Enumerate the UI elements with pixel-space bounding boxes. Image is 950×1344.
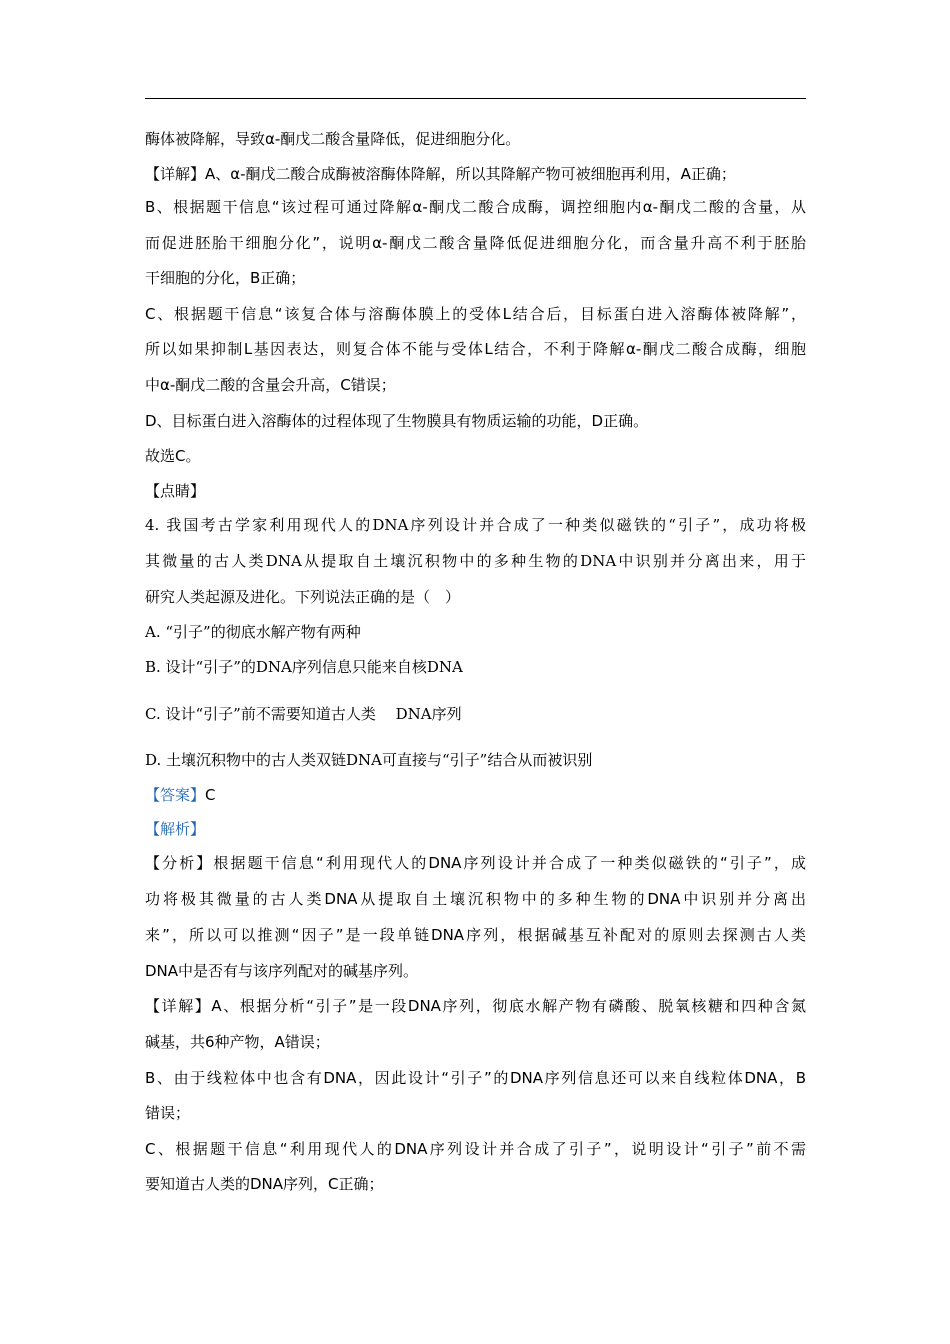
answer-line (145, 785, 216, 805)
text-line: 功将极其微量的古人类DNA从提取自土壤沉积物中的多种生物的DNA中识别并分离出 (145, 890, 806, 908)
text-line: 所以如果抑制L基因表达，则复合体不能与受体L结合，不利于降解α-酮戊二酸合成酶，细胞 (145, 340, 806, 358)
text-line: B、由于线粒体中也含有DNA，因此设计“引子”的DNA序列信息还可以来自线粒体DNA，B (145, 1069, 806, 1087)
text-line: B、根据题干信息“该过程可通过降解α-酮戊二酸合成酶，调控细胞内α-酮戊二酸的含量，从 (145, 198, 806, 216)
answer-value: C (205, 786, 216, 804)
text-line: 要知道古人类的DNA序列，C正确； (145, 1175, 384, 1193)
question-stem-line: 其微量的古人类DNA从提取自土壤沉积物中的多种生物的DNA中识别并分离出来，用于 (145, 552, 806, 570)
text-line: 酶体被降解，导致α-酮戊二酸含量降低，促进细胞分化。 (145, 130, 521, 148)
text-line: 【分析】根据题干信息“利用现代人的DNA序列设计并合成了一种类似磁铁的“引子”，成 (145, 854, 806, 872)
text-line: 干细胞的分化，B正确； (145, 269, 306, 287)
text-line: C、根据题干信息“利用现代人的DNA序列设计并合成了引子”，说明设计“引子”前不需 (145, 1140, 806, 1158)
text-line: 错误； (145, 1104, 191, 1122)
option-a: A. “引子”的彻底水解产物有两种 (145, 623, 361, 641)
comment-heading: 【点睛】 (145, 482, 206, 500)
option-b: B. 设计“引子”的DNA序列信息只能来自核DNA (145, 658, 463, 676)
text-line: 而促进胚胎干细胞分化”，说明α-酮戊二酸含量降低促进细胞分化，而含量升高不利于胚胎 (145, 234, 806, 252)
answer-heading: 【答案】 (145, 786, 206, 804)
text-line: 碱基，共6种产物，A错误； (145, 1033, 330, 1051)
text-line: 故选C。 (145, 447, 201, 465)
header-rule (145, 98, 806, 99)
question-stem-line: 4. 我国考古学家利用现代人的DNA序列设计并合成了一种类似磁铁的“引子”，成功将极 (145, 516, 806, 534)
text-line: DNA中是否有与该序列配对的碱基序列。 (145, 962, 419, 980)
question-stem-line: 研究人类起源及进化。下列说法正确的是（ ） (145, 588, 461, 606)
text-line: 【详解】A、α-酮戊二酸合成酶被溶酶体降解，所以其降解产物可被细胞再利用，A正确； (145, 165, 736, 183)
analysis-heading: 【解析】 (145, 820, 206, 838)
text-line: 来”，所以可以推测“因子”是一段单链DNA序列，根据碱基互补配对的原则去探测古人类 (145, 926, 806, 944)
text-line: 中α-酮戊二酸的含量会升高，C错误； (145, 376, 396, 394)
option-c: C. 设计“引子”前不需要知道古人类 DNA序列 (145, 705, 462, 723)
text-line: C、根据题干信息“该复合体与溶酶体膜上的受体L结合后，目标蛋白进入溶酶体被降解”， (145, 305, 806, 323)
option-d: D. 土壤沉积物中的古人类双链DNA可直接与“引子”结合从而被识别 (145, 751, 593, 769)
text-line: 【详解】A、根据分析“引子”是一段DNA序列，彻底水解产物有磷酸、脱氧核糖和四种含氮 (145, 997, 806, 1015)
text-line: D、目标蛋白进入溶酶体的过程体现了生物膜具有物质运输的功能，D正确。 (145, 412, 649, 430)
